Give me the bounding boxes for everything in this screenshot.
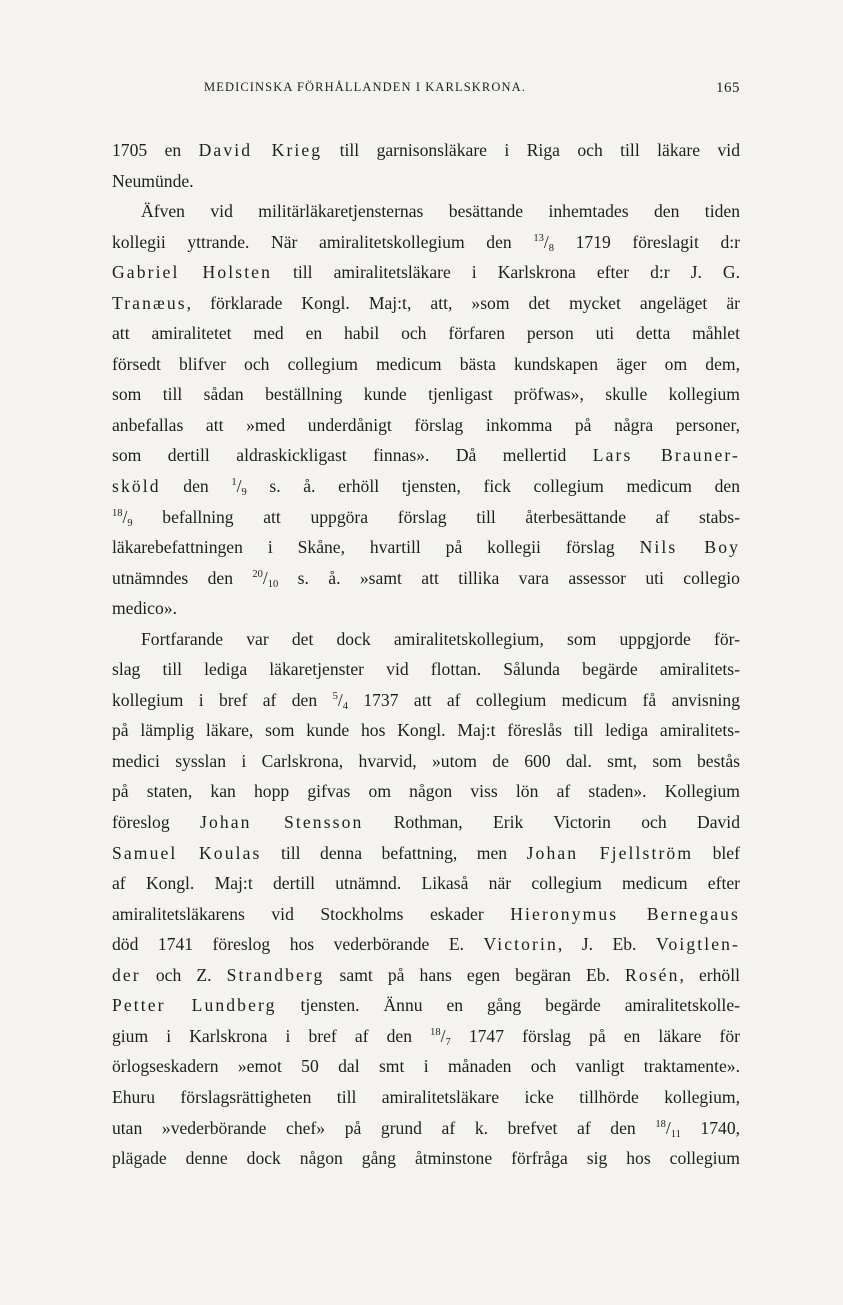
text-line: Ehuru förslagsrättigheten till amiralitetsläkare icke tillhörde kollegium, — [112, 1086, 740, 1107]
text-line: der och Z. Strandberg samt på hans egen begäran Eb. Rosén, erhöll — [112, 964, 740, 985]
text-line: utnämndes den $^{20}/_{10}$ s. å. »samt att tillika vara assessor uti collegio — [112, 567, 740, 590]
text-line: Gabriel Holsten till amiralitetsläkare i Karlskrona efter d:r J. G. — [112, 262, 740, 283]
running-title: MEDICINSKA FÖRHÅLLANDEN I KARLSKRONA. — [204, 80, 526, 94]
text-line: att amiralitetet med en habil och förfaren person uti detta måhlet — [112, 323, 740, 344]
text-line: Samuel Koulas till denna befattning, men Johan Fjellström blef — [112, 842, 740, 863]
fraction: $^{18}/_{11}$ — [655, 1117, 681, 1140]
text-line: på staten, kan hopp gifvas om någon viss lön af staden». Kollegium — [112, 781, 740, 802]
text-line: sköld den $^1/_9$ s. å. erhöll tjensten, fick collegium medicum den — [112, 476, 740, 499]
text-line: medico». — [112, 598, 177, 619]
text-line: kollegium i bref af den $^5/_4$ 1737 att af collegium medicum få anvisning — [112, 689, 740, 712]
text-line: medici sysslan i Carlskrona, hvarvid, »utom de 600 dal. smt, som bestås — [112, 750, 740, 771]
text-line: af Kongl. Maj:t dertill utnämnd. Likaså när collegium medicum efter — [112, 873, 740, 894]
fraction: $^1/_9$ — [231, 476, 247, 499]
fraction: $^{18}/_9$ — [112, 506, 133, 529]
text-line: Fortfarande var det dock amiralitetskollegium, som uppgjorde för- — [141, 628, 740, 649]
text-line: örlogseskadern »emot 50 dal smt i månaden och vanligt traktamente». — [112, 1056, 740, 1077]
text-line: utan »vederbörande chef» på grund af k. brefvet af den $^{18}/_{11}$ 1740, — [112, 1117, 740, 1140]
text-line: som till sådan beställning kunde tjenligast pröfwas», skulle kollegium — [112, 384, 740, 405]
text-line: försedt blifver och collegium medicum bästa kundskapen äger om dem, — [112, 353, 740, 374]
text-line: gium i Karlskrona i bref af den $^{18}/_7$ 1747 förslag på en läkare för — [112, 1025, 740, 1048]
text-line: läkarebefattningen i Skåne, hvartill på kollegii förslag Nils Boy — [112, 537, 740, 558]
text-line: slag till lediga läkaretjenster vid flottan. Sålunda begärde amiralitets- — [112, 659, 740, 680]
text-line: på lämplig läkare, som kunde hos Kongl. Maj:t föreslås till lediga amiralitets- — [112, 720, 740, 741]
text-line: Petter Lundberg tjensten. Ännu en gång begärde amiralitetskolle- — [112, 995, 740, 1016]
body-text — [112, 135, 740, 1174]
text-line: kollegii yttrande. När amiralitetskollegium den $^{13}/_8$ 1719 föreslagit d:r — [112, 231, 740, 254]
fraction: $^{18}/_7$ — [430, 1025, 451, 1048]
fraction: $^5/_4$ — [332, 689, 348, 712]
text-line: $^{18}/_9$ befallning att uppgöra förslag till återbesättande af stabs- — [112, 506, 740, 529]
text-line: Äfven vid militärläkaretjensternas besättande inhemtades den tiden — [141, 201, 740, 222]
text-line: föreslog Johan Stensson Rothman, Erik Victorin och David — [112, 812, 740, 833]
text-line: 1705 en David Krieg till garnisonsläkare i Riga och till läkare vid — [112, 140, 740, 160]
fraction: $^{13}/_8$ — [533, 231, 554, 254]
text-line: amiralitetsläkarens vid Stockholms eskader Hieronymus Bernegaus — [112, 903, 740, 924]
fraction: $^{20}/_{10}$ — [252, 567, 279, 590]
page-number: 165 — [716, 80, 740, 96]
running-header — [112, 80, 740, 102]
text-line: död 1741 föreslog hos vederbörande E. Victorin, J. Eb. Voigtlen- — [112, 934, 740, 955]
text-line: anbefallas att »med underdånigt förslag inkomma på några personer, — [112, 414, 740, 435]
text-line: som dertill aldraskickligast finnas». Då mellertid Lars Brauner- — [112, 445, 740, 466]
text-line: Tranæus, förklarade Kongl. Maj:t, att, »som det mycket angeläget är — [112, 292, 740, 313]
text-line: Neumünde. — [112, 170, 194, 191]
text-line: plägade denne dock någon gång åtminstone förfråga sig hos collegium — [112, 1148, 740, 1169]
